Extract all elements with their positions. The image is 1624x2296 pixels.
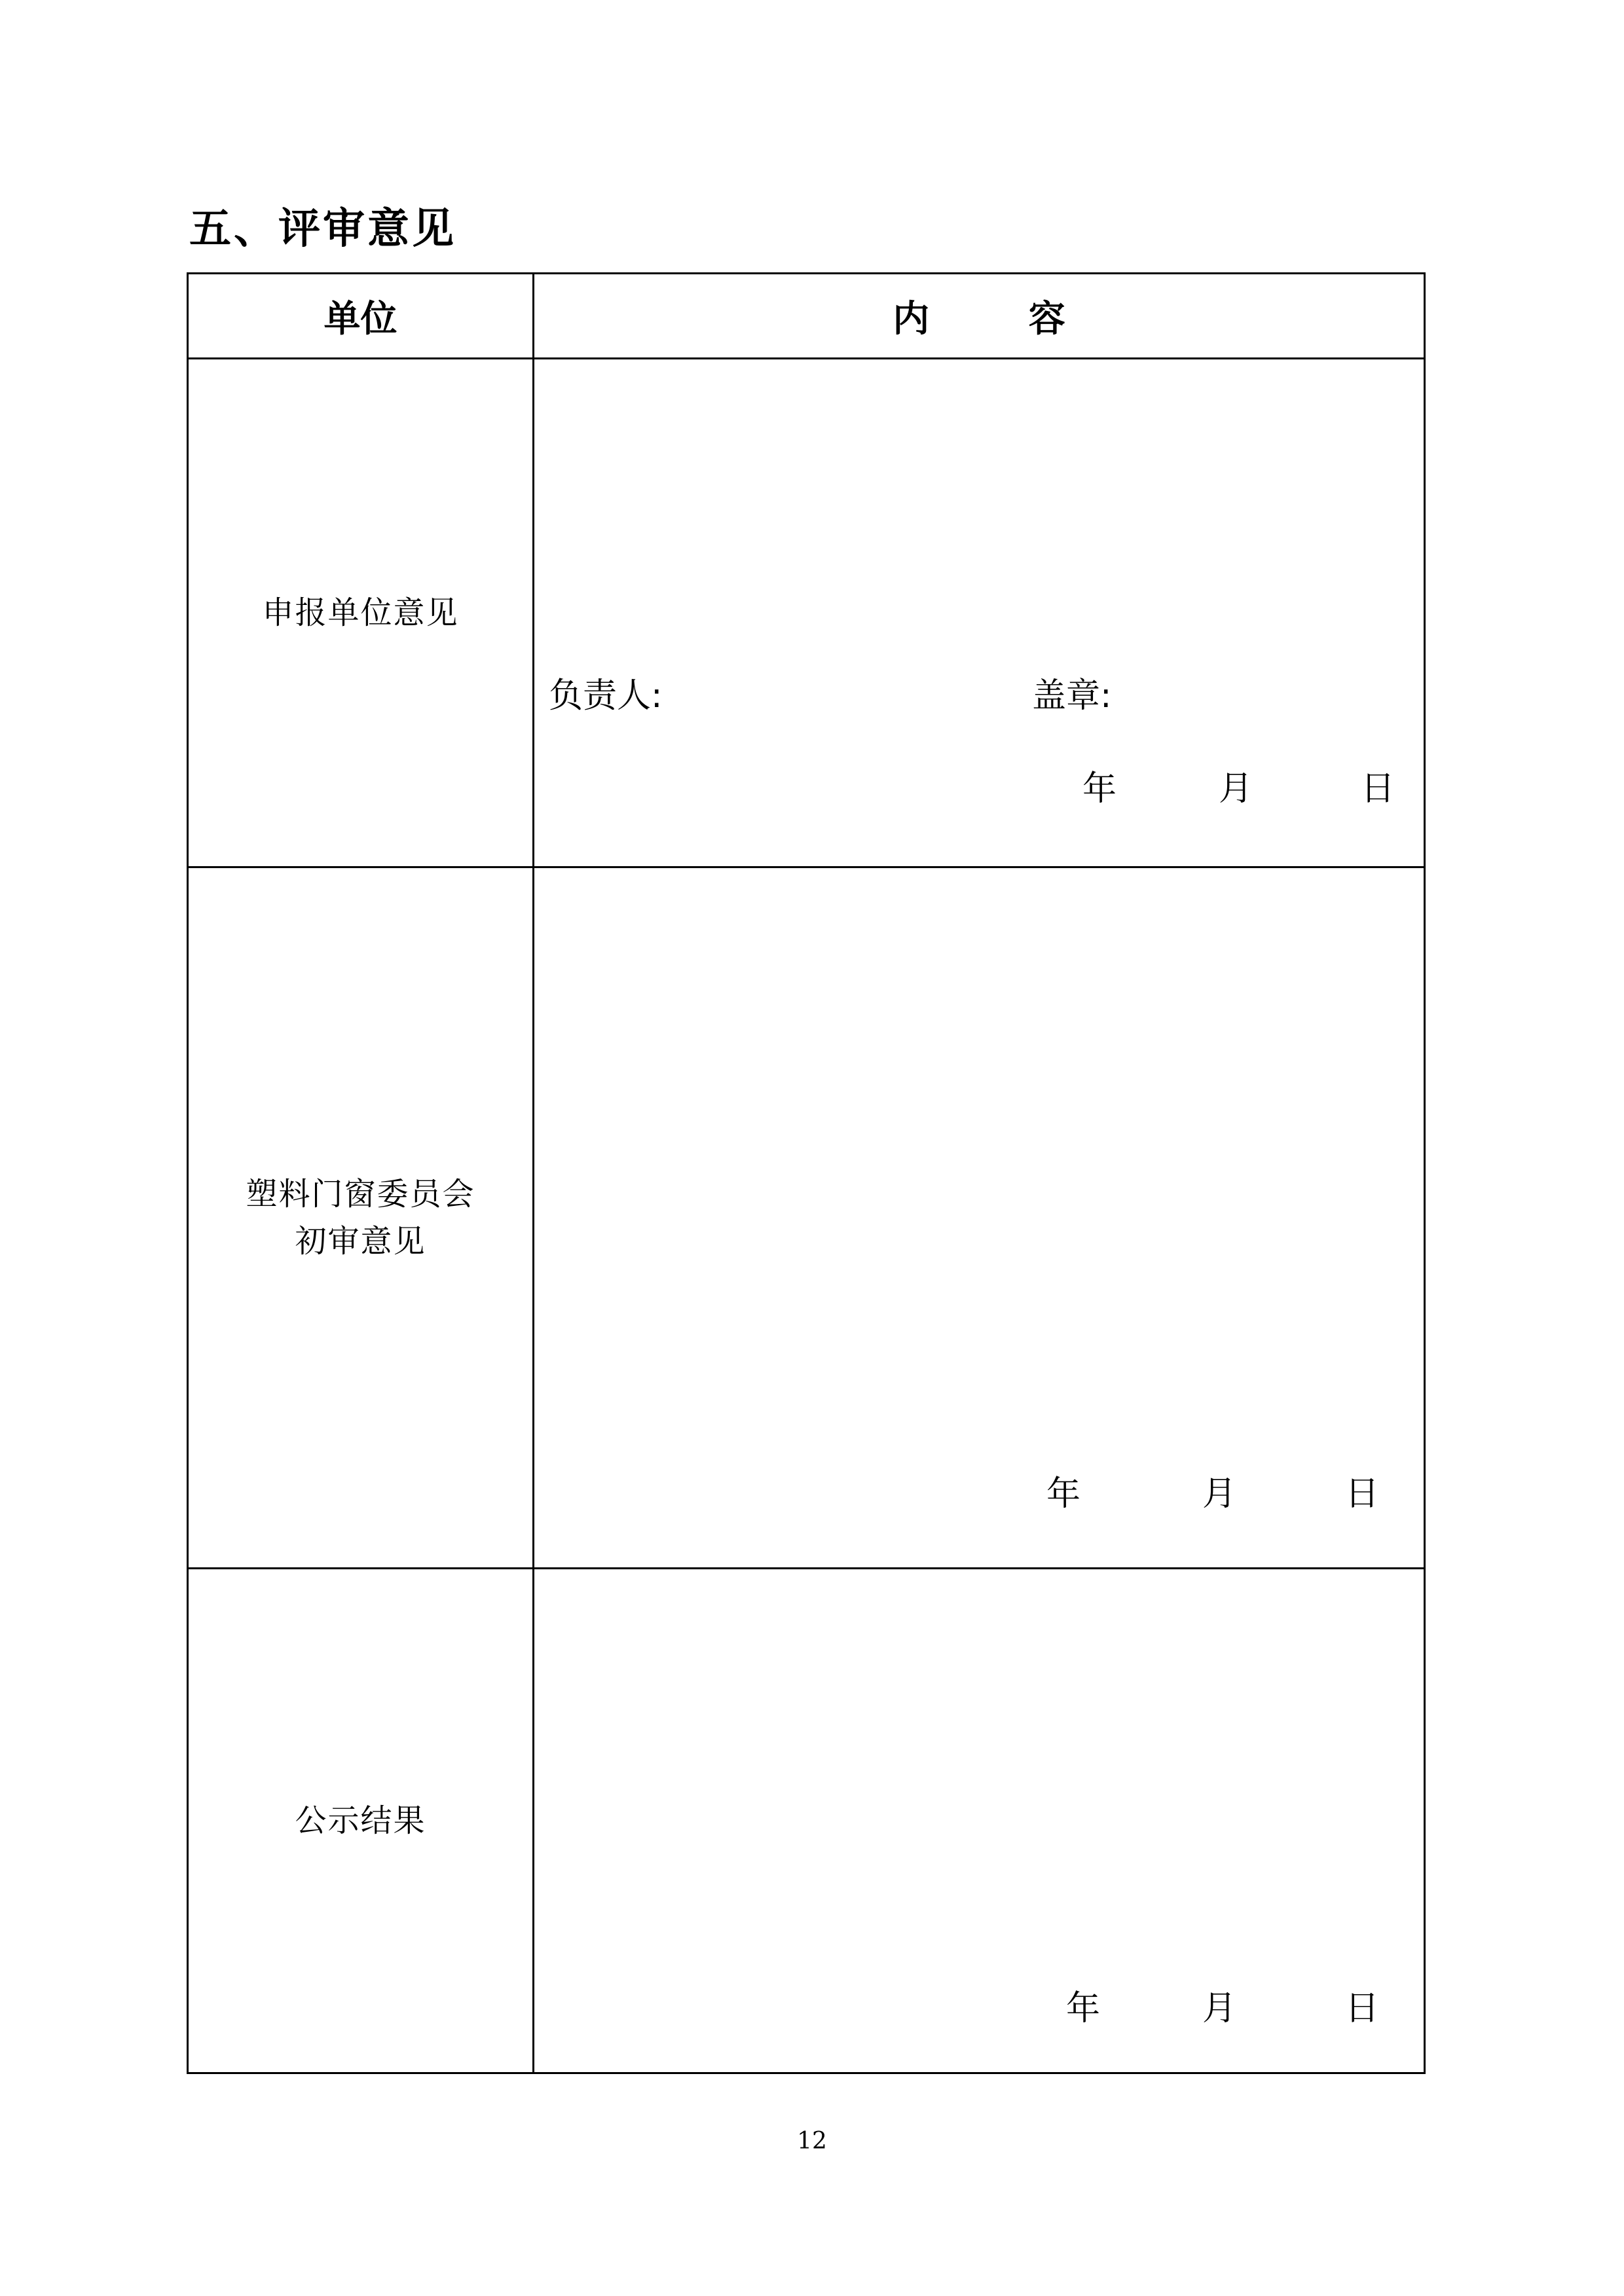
date-year-label: 年: [1082, 769, 1117, 809]
seal-label: 盖章:: [1032, 676, 1112, 716]
unit-label-publicity-result: 公示结果: [295, 1802, 426, 1840]
table-row-publicity-result: [188, 1569, 1425, 2073]
table-row-applicant-opinion: [188, 359, 1425, 867]
review-opinion-table: [187, 272, 1426, 2074]
content-cell-committee[interactable]: [534, 867, 1425, 1568]
header-content-cell: [534, 274, 1425, 359]
table-row-committee-review: [188, 867, 1425, 1568]
unit-label-committee-line2: 初审意见: [295, 1223, 426, 1260]
unit-cell-applicant: [188, 359, 534, 867]
unit-label-applicant-opinion: 申报单位意见: [262, 594, 459, 632]
table-header-row: [188, 274, 1425, 359]
date-month-label: 月: [1202, 1989, 1237, 2029]
unit-cell-committee: [188, 867, 534, 1568]
content-cell-applicant[interactable]: [534, 359, 1425, 867]
responsible-person-label: 负责人:: [549, 676, 663, 716]
date-year-label: 年: [1066, 1989, 1101, 2029]
date-day-label: 日: [1361, 769, 1395, 809]
page-number: 12: [797, 2128, 827, 2155]
date-month-label: 月: [1219, 769, 1253, 809]
date-day-label: 日: [1345, 1474, 1380, 1514]
content-cell-publicity[interactable]: [534, 1569, 1425, 2073]
header-content-label: 内 容: [893, 297, 1109, 340]
unit-cell-publicity: [188, 1569, 534, 2073]
date-month-label: 月: [1202, 1474, 1237, 1514]
unit-label-committee-line1: 塑料门窗委员会: [246, 1176, 475, 1213]
date-day-label: 日: [1345, 1989, 1380, 2029]
header-unit-label: 单位: [323, 297, 397, 340]
section-title: 五、评审意见: [189, 205, 456, 253]
header-unit-cell: [188, 274, 534, 359]
date-year-label: 年: [1046, 1474, 1081, 1514]
